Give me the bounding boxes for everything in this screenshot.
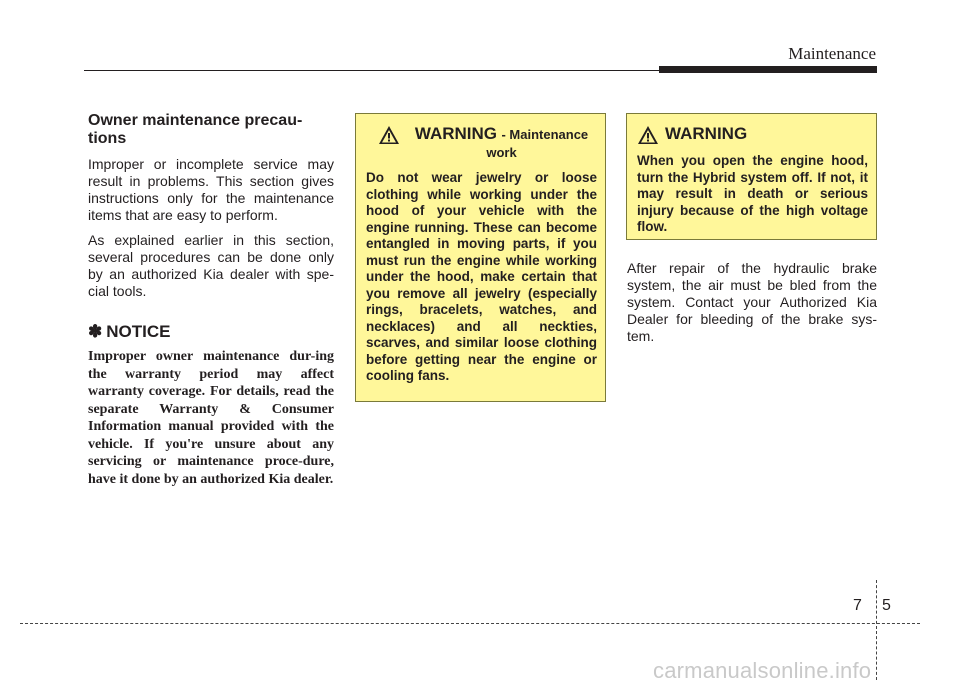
- header-rule-thin: [84, 70, 659, 71]
- warning-text: When you open the engine hood, turn the Hybrid system off. If not, it may result in death or serious injury because of the high voltage flow.: [637, 153, 868, 234]
- watermark: carmanualsonline.info: [653, 658, 872, 683]
- section-title: [88, 112, 334, 148]
- warning-box-maintenance: [355, 113, 606, 402]
- notice-heading: [88, 322, 334, 342]
- warning-triangle-icon: [637, 125, 659, 145]
- footer-rule: [20, 623, 920, 624]
- warning-triangle-icon: [378, 125, 400, 145]
- section-title-text: Owner maintenance precau- tions: [88, 112, 303, 147]
- warning-heading: [637, 124, 868, 145]
- warning-heading: [366, 124, 597, 162]
- intro-paragraph-1: Improper or incomplete service may result in problems. This section gives instructions only for the maintenance items that are easy to perform.: [88, 156, 334, 223]
- cross-mark-icon: ✽: [88, 322, 103, 341]
- intro-paragraph-2: As explained earlier in this section, several procedures can be done only by an authorized Kia dealer with spe-cial tools.: [88, 232, 334, 299]
- warning-text: Do not wear jewelry or loose clothing while working under the hood of your vehicle with the engine running. These can become entangled in moving parts, if you must run the engine while working under the hood, make certain that you remove all jewelry (especially rings, bracelets, watches, and necklaces) and all neckties, scarves, and similar loose clothing before getting near the engine or cooling fans.: [366, 170, 597, 383]
- warning-title: WARNING: [665, 124, 748, 143]
- warning-subtitle: - Maintenance work: [486, 127, 589, 160]
- page-header-title: Maintenance: [788, 44, 876, 63]
- header-rule-thick: [659, 66, 877, 73]
- notice-title: NOTICE: [106, 322, 171, 341]
- brake-bleeding-paragraph: After repair of the hydraulic brake system, the air must be bled from the system. Contact your Authorized Kia Dealer for bleeding of the brake sys-tem.: [627, 260, 877, 344]
- page-number: 5: [882, 597, 891, 614]
- chapter-number: 7: [853, 597, 862, 614]
- footer-divider: [876, 580, 877, 680]
- left-column: [88, 112, 334, 488]
- right-column: [627, 260, 877, 353]
- warning-box-hybrid: [626, 113, 877, 240]
- notice-text: Improper owner maintenance dur-ing the warranty period may affect warranty coverage. For details, read the separate Warranty & Consumer Information manual provided with the vehicle. If you're unsure about any servicing or maintenance proce-dure, have it done by an authorized Kia dealer.: [88, 349, 334, 487]
- warning-title: WARNING: [414, 124, 498, 143]
